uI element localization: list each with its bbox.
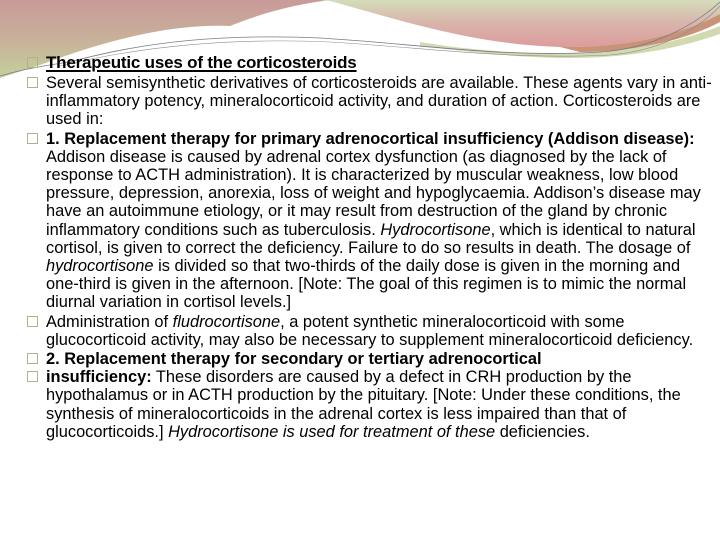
square-bullet-icon: [27, 57, 38, 68]
fludro-text-1: Administration of: [46, 312, 173, 331]
secondary-text-2: deficiencies.: [495, 422, 590, 441]
bullet-primary-insufficiency: [24, 130, 714, 312]
square-bullet-icon: [27, 316, 38, 327]
fludro-text-2: , a potent synthetic mineralocorticoid with some glucocorticoid activity, may also be necessary to supplement mineralocorticoid deficiency.: [46, 312, 694, 349]
square-bullet-icon: [27, 371, 38, 382]
slide-title: Therapeutic uses of the corticosteroids: [46, 53, 357, 72]
secondary-insufficiency-heading: 2. Replacement therapy for secondary or tertiary adrenocortical: [46, 350, 542, 369]
slide-body: [24, 53, 714, 441]
bullet-secondary-text: [24, 368, 714, 441]
drug-hydrocortisone: Hydrocortisone: [380, 220, 491, 239]
drug-hydrocortisone-2: hydrocortisone: [46, 257, 154, 276]
primary-insufficiency-heading: 1. Replacement therapy for primary adrenocortical insufficiency (Addison disease):: [46, 129, 695, 148]
intro-text: Several semisynthetic derivatives of corticosteroids are available. These agents vary in anti-inflammatory potency, mineralocorticoid activity, and duration of action. Corticosteroids are used in:: [46, 74, 712, 129]
bullet-fludrocortisone: [24, 313, 714, 349]
drug-fludrocortisone: fludrocortisone: [172, 312, 281, 331]
insufficiency-label: insufficiency:: [46, 368, 152, 387]
square-bullet-icon: [27, 77, 38, 88]
primary-text-1: Addison disease is caused by adrenal cortex dysfunction (as diagnosed by the lack of response to ACTH administration). It is characterized by muscular weakness, low blood pressure, depression, anorexia, loss of weight and hypoglycaemia. Addison’s disease may have an autoimmune etiology, or it may result from destruction of the gland by chronic inflammatory conditions such as tuberculosis.: [46, 147, 701, 239]
bullet-intro: [24, 74, 714, 129]
square-bullet-icon: [27, 133, 38, 144]
primary-text-2: , which is identical to natural cortisol, is given to correct the deficiency. Failure to do so results in death. The dosage of: [46, 220, 696, 257]
bullet-secondary-heading: [24, 350, 714, 368]
secondary-text-1: These disorders are caused by a defect in CRH production by the hypothalamus or in ACTH production by the pituitary. [Note: Under these conditions, the synthesis of mineralocorticoids in the adrenal cortex is less impaired than that of glucocorticoids.]: [46, 368, 681, 441]
primary-text-3: is divided so that two-thirds of the daily dose is given in the morning and one-third is given in the afternoon. [Note: The goal of this regimen is to mimic the normal diurnal variation in cortisol levels.]: [46, 257, 687, 312]
square-bullet-icon: [27, 353, 38, 364]
slide-title-item: [24, 53, 714, 73]
hydrocortisone-treatment-note: Hydrocortisone is used for treatment of these: [168, 422, 496, 441]
